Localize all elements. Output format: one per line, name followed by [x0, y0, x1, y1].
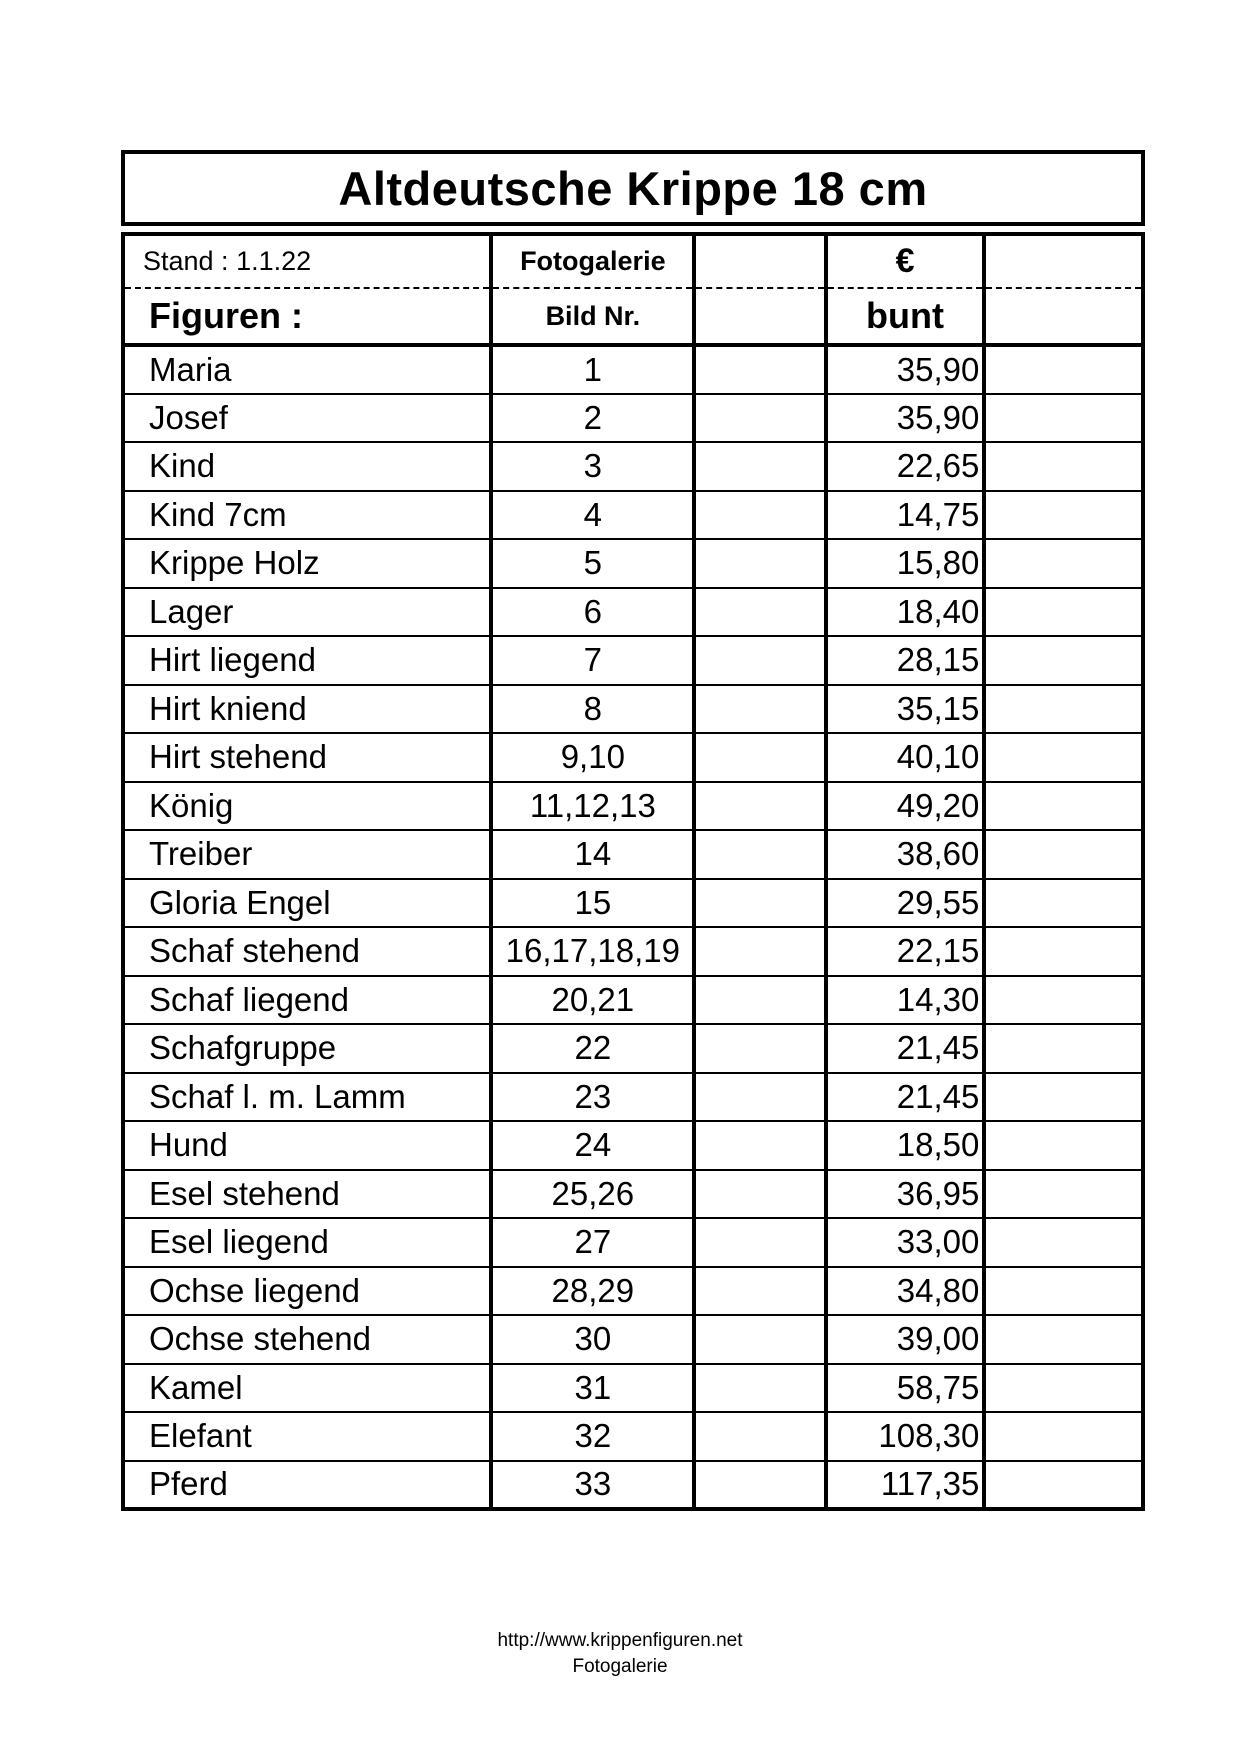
bild-number: 28,29 — [491, 1267, 694, 1316]
blank-cell — [694, 782, 826, 831]
price-bunt: 36,95 — [826, 1170, 985, 1219]
extra-cell — [984, 1364, 1143, 1413]
bild-number: 2 — [491, 394, 694, 443]
figure-name: Elefant — [123, 1412, 491, 1461]
extra-cell — [984, 830, 1143, 879]
bild-number: 25,26 — [491, 1170, 694, 1219]
blank-cell — [694, 345, 826, 394]
price-bunt: 29,55 — [826, 879, 985, 928]
table-row — [123, 879, 1143, 928]
blank-cell — [694, 1170, 826, 1219]
blank-cell — [694, 491, 826, 540]
table-row — [123, 1412, 1143, 1461]
extra-cell — [984, 879, 1143, 928]
figure-name: Esel stehend — [123, 1170, 491, 1219]
currency-header: € — [826, 234, 985, 288]
figure-name: Gloria Engel — [123, 879, 491, 928]
price-bunt: 22,65 — [826, 442, 985, 491]
title-box — [121, 150, 1145, 226]
extra-cell — [984, 491, 1143, 540]
table-row — [123, 976, 1143, 1025]
bild-number: 31 — [491, 1364, 694, 1413]
extra-cell — [984, 636, 1143, 685]
bild-number: 8 — [491, 685, 694, 734]
bild-number: 7 — [491, 636, 694, 685]
bild-number: 3 — [491, 442, 694, 491]
bild-number: 4 — [491, 491, 694, 540]
price-bunt: 28,15 — [826, 636, 985, 685]
footer-label: Fotogalerie — [572, 1656, 668, 1677]
bild-number: 15 — [491, 879, 694, 928]
blank-cell — [694, 879, 826, 928]
extra-cell — [984, 1170, 1143, 1219]
price-bunt: 18,40 — [826, 588, 985, 637]
blank-cell — [694, 539, 826, 588]
extra-cell — [984, 1267, 1143, 1316]
extra-cell — [984, 442, 1143, 491]
header-row-1 — [123, 234, 1143, 288]
bild-number: 6 — [491, 588, 694, 637]
extra-cell — [984, 394, 1143, 443]
extra-cell — [984, 539, 1143, 588]
figure-name: Hund — [123, 1121, 491, 1170]
price-bunt: 40,10 — [826, 733, 985, 782]
price-bunt: 108,30 — [826, 1412, 985, 1461]
table-row — [123, 1364, 1143, 1413]
extra-cell — [984, 733, 1143, 782]
bild-number: 14 — [491, 830, 694, 879]
price-bunt: 58,75 — [826, 1364, 985, 1413]
table-row — [123, 782, 1143, 831]
fotogalerie-header: Fotogalerie — [491, 234, 694, 288]
price-bunt: 21,45 — [826, 1024, 985, 1073]
figure-name: Ochse liegend — [123, 1267, 491, 1316]
table-row — [123, 636, 1143, 685]
bild-number: 23 — [491, 1073, 694, 1122]
figure-name: Schaf l. m. Lamm — [123, 1073, 491, 1122]
price-bunt: 117,35 — [826, 1461, 985, 1510]
figure-name: Treiber — [123, 830, 491, 879]
blank-cell — [694, 1315, 826, 1364]
extra-header-cell — [984, 234, 1143, 288]
extra-cell — [984, 1315, 1143, 1364]
blank-cell — [694, 976, 826, 1025]
table-row — [123, 1267, 1143, 1316]
table-row — [123, 394, 1143, 443]
blank-header-cell — [694, 234, 826, 288]
blank-header-cell — [694, 288, 826, 345]
extra-cell — [984, 685, 1143, 734]
blank-cell — [694, 830, 826, 879]
extra-cell — [984, 927, 1143, 976]
extra-cell — [984, 1073, 1143, 1122]
extra-cell — [984, 1024, 1143, 1073]
extra-cell — [984, 588, 1143, 637]
blank-cell — [694, 636, 826, 685]
figure-name: Esel liegend — [123, 1218, 491, 1267]
price-bunt: 33,00 — [826, 1218, 985, 1267]
price-table — [121, 232, 1145, 1511]
bild-number: 11,12,13 — [491, 782, 694, 831]
price-bunt: 21,45 — [826, 1073, 985, 1122]
price-bunt: 15,80 — [826, 539, 985, 588]
price-bunt: 38,60 — [826, 830, 985, 879]
bild-number: 5 — [491, 539, 694, 588]
table-row — [123, 345, 1143, 394]
price-bunt: 14,75 — [826, 491, 985, 540]
table-row — [123, 491, 1143, 540]
figure-name: Josef — [123, 394, 491, 443]
figure-name: Kind — [123, 442, 491, 491]
figure-name: Kind 7cm — [123, 491, 491, 540]
table-row — [123, 588, 1143, 637]
blank-cell — [694, 1364, 826, 1413]
table-row — [123, 1461, 1143, 1510]
table-row — [123, 830, 1143, 879]
bild-number: 27 — [491, 1218, 694, 1267]
blank-cell — [694, 1461, 826, 1510]
figure-name: Hirt liegend — [123, 636, 491, 685]
bild-number: 33 — [491, 1461, 694, 1510]
extra-header-cell — [984, 288, 1143, 345]
blank-cell — [694, 1121, 826, 1170]
bild-number: 20,21 — [491, 976, 694, 1025]
price-bunt: 39,00 — [826, 1315, 985, 1364]
bild-number: 30 — [491, 1315, 694, 1364]
blank-cell — [694, 1412, 826, 1461]
footer — [0, 1628, 1240, 1680]
table-row — [123, 1218, 1143, 1267]
blank-cell — [694, 588, 826, 637]
table-row — [123, 1073, 1143, 1122]
extra-cell — [984, 1121, 1143, 1170]
bild-nr-header: Bild Nr. — [491, 288, 694, 345]
extra-cell — [984, 345, 1143, 394]
figure-name: König — [123, 782, 491, 831]
blank-cell — [694, 1267, 826, 1316]
figure-name: Pferd — [123, 1461, 491, 1510]
header-row-2 — [123, 288, 1143, 345]
extra-cell — [984, 1461, 1143, 1510]
bild-number: 9,10 — [491, 733, 694, 782]
bild-number: 16,17,18,19 — [491, 927, 694, 976]
figure-name: Krippe Holz — [123, 539, 491, 588]
blank-cell — [694, 442, 826, 491]
figuren-header: Figuren : — [123, 288, 491, 345]
extra-cell — [984, 1412, 1143, 1461]
extra-cell — [984, 782, 1143, 831]
extra-cell — [984, 1218, 1143, 1267]
table-row — [123, 1315, 1143, 1364]
figure-name: Kamel — [123, 1364, 491, 1413]
extra-cell — [984, 976, 1143, 1025]
bild-number: 1 — [491, 345, 694, 394]
bild-number: 24 — [491, 1121, 694, 1170]
bild-number: 22 — [491, 1024, 694, 1073]
figure-name: Hirt stehend — [123, 733, 491, 782]
blank-cell — [694, 394, 826, 443]
bild-number: 32 — [491, 1412, 694, 1461]
figure-name: Hirt kniend — [123, 685, 491, 734]
table-row — [123, 539, 1143, 588]
figure-name: Schaf liegend — [123, 976, 491, 1025]
figure-name: Ochse stehend — [123, 1315, 491, 1364]
table-row — [123, 1024, 1143, 1073]
blank-cell — [694, 927, 826, 976]
table-row — [123, 733, 1143, 782]
blank-cell — [694, 1024, 826, 1073]
blank-cell — [694, 1073, 826, 1122]
price-bunt: 34,80 — [826, 1267, 985, 1316]
price-bunt: 35,90 — [826, 394, 985, 443]
table-row — [123, 1121, 1143, 1170]
table-row — [123, 927, 1143, 976]
footer-url[interactable]: http://www.krippenfiguren.net — [497, 1630, 743, 1651]
page-title: Altdeutsche Krippe 18 cm — [338, 161, 928, 215]
blank-cell — [694, 733, 826, 782]
table-row — [123, 442, 1143, 491]
figure-name: Schafgruppe — [123, 1024, 491, 1073]
price-bunt: 35,15 — [826, 685, 985, 734]
figure-name: Schaf stehend — [123, 927, 491, 976]
price-bunt: 22,15 — [826, 927, 985, 976]
table-row — [123, 1170, 1143, 1219]
table-row — [123, 685, 1143, 734]
price-bunt: 18,50 — [826, 1121, 985, 1170]
figure-name: Lager — [123, 588, 491, 637]
price-bunt: 49,20 — [826, 782, 985, 831]
price-bunt: 35,90 — [826, 345, 985, 394]
stand-date: Stand : 1.1.22 — [123, 234, 491, 288]
price-bunt: 14,30 — [826, 976, 985, 1025]
blank-cell — [694, 685, 826, 734]
bunt-header: bunt — [826, 288, 985, 345]
blank-cell — [694, 1218, 826, 1267]
figure-name: Maria — [123, 345, 491, 394]
